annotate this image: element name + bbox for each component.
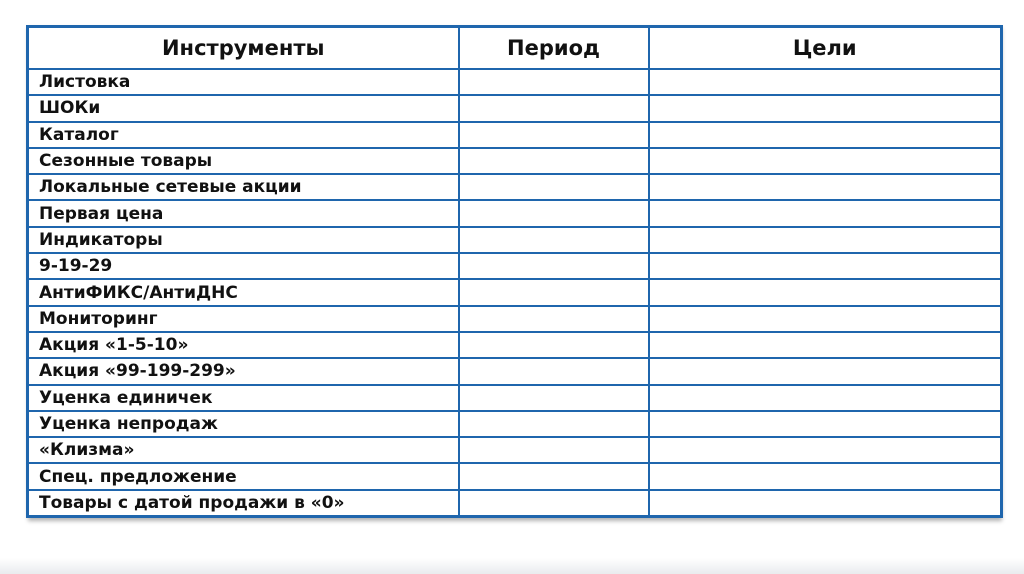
tools-table [26, 25, 1003, 518]
table-row [28, 332, 1002, 358]
goal-cell[interactable] [649, 200, 1002, 226]
tools-table-container [26, 25, 1000, 518]
goal-cell[interactable] [649, 122, 1002, 148]
period-cell[interactable] [459, 306, 649, 332]
tool-cell: Спец. предложение [28, 463, 459, 489]
table-row [28, 385, 1002, 411]
goal-cell[interactable] [649, 69, 1002, 95]
period-cell[interactable] [459, 69, 649, 95]
table-row [28, 148, 1002, 174]
goal-cell[interactable] [649, 95, 1002, 121]
period-cell[interactable] [459, 148, 649, 174]
table-row [28, 69, 1002, 95]
goal-cell[interactable] [649, 411, 1002, 437]
table-body [28, 69, 1002, 517]
tool-cell: «Клизма» [28, 437, 459, 463]
period-cell[interactable] [459, 279, 649, 305]
goal-cell[interactable] [649, 174, 1002, 200]
period-cell[interactable] [459, 174, 649, 200]
period-cell[interactable] [459, 490, 649, 517]
goal-cell[interactable] [649, 227, 1002, 253]
goal-cell[interactable] [649, 332, 1002, 358]
column-header-tools: Инструменты [28, 27, 459, 70]
goal-cell[interactable] [649, 253, 1002, 279]
period-cell[interactable] [459, 227, 649, 253]
period-cell[interactable] [459, 122, 649, 148]
period-cell[interactable] [459, 332, 649, 358]
table-row [28, 306, 1002, 332]
table-row [28, 437, 1002, 463]
tool-cell: Сезонные товары [28, 148, 459, 174]
tool-cell: Первая цена [28, 200, 459, 226]
table-row [28, 200, 1002, 226]
table-header-row [28, 27, 1002, 70]
goal-cell[interactable] [649, 306, 1002, 332]
period-cell[interactable] [459, 411, 649, 437]
tool-cell: 9-19-29 [28, 253, 459, 279]
table-row [28, 411, 1002, 437]
table-row [28, 227, 1002, 253]
tool-cell: Уценка непродаж [28, 411, 459, 437]
period-cell[interactable] [459, 358, 649, 384]
table-row [28, 253, 1002, 279]
tool-cell: ШОКи [28, 95, 459, 121]
period-cell[interactable] [459, 437, 649, 463]
tool-cell: Акция «1-5-10» [28, 332, 459, 358]
tool-cell: Акция «99-199-299» [28, 358, 459, 384]
table-row [28, 358, 1002, 384]
table-row [28, 279, 1002, 305]
goal-cell[interactable] [649, 463, 1002, 489]
goal-cell[interactable] [649, 358, 1002, 384]
table-row [28, 490, 1002, 517]
column-header-period: Период [459, 27, 649, 70]
period-cell[interactable] [459, 200, 649, 226]
tool-cell: Мониторинг [28, 306, 459, 332]
period-cell[interactable] [459, 385, 649, 411]
tool-cell: Локальные сетевые акции [28, 174, 459, 200]
tool-cell: Товары с датой продажи в «0» [28, 490, 459, 517]
tool-cell: Листовка [28, 69, 459, 95]
column-header-goals: Цели [649, 27, 1002, 70]
goal-cell[interactable] [649, 490, 1002, 517]
tool-cell: Каталог [28, 122, 459, 148]
goal-cell[interactable] [649, 385, 1002, 411]
tool-cell: АнтиФИКС/АнтиДНС [28, 279, 459, 305]
goal-cell[interactable] [649, 148, 1002, 174]
table-row [28, 122, 1002, 148]
table-row [28, 95, 1002, 121]
table-row [28, 174, 1002, 200]
slide-bottom-shadow [0, 558, 1024, 574]
table-row [28, 463, 1002, 489]
goal-cell[interactable] [649, 437, 1002, 463]
tool-cell: Уценка единичек [28, 385, 459, 411]
period-cell[interactable] [459, 253, 649, 279]
goal-cell[interactable] [649, 279, 1002, 305]
tool-cell: Индикаторы [28, 227, 459, 253]
period-cell[interactable] [459, 95, 649, 121]
period-cell[interactable] [459, 463, 649, 489]
